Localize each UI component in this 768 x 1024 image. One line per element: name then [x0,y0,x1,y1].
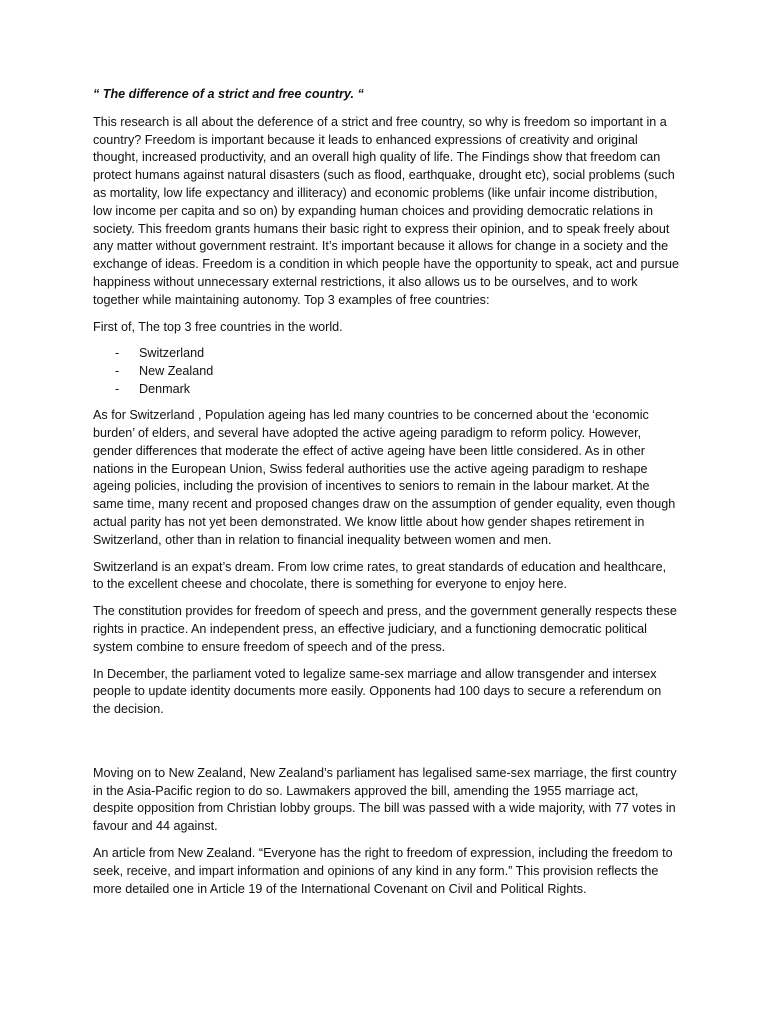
list-dash: - [115,381,120,396]
country-name: Switzerland [139,346,205,361]
new-zealand-article-paragraph: An article from New Zealand. “Everyone has the right to freedom of expression, including the freedom to seek, receive, and impart information and opinions of any kind in any form.” This provision reflects the more detailed one in Article 19 of the International Covenant on Civil and Political Rights. [93,846,673,896]
list-intro-paragraph: First of, The top 3 free countries in the world. [93,319,343,334]
document-page [93,86,679,907]
switzerland-expat-paragraph: Switzerland is an expat’s dream. From low crime rates, to great standards of education and healthcare, to the excellent cheese and chocolate, there is something for everyone to enjoy here. [93,559,667,592]
country-name: Denmark [139,381,191,396]
country-name: New Zealand [139,363,214,378]
list-dash: - [115,346,120,361]
document-title: “ The difference of a strict and free country. “ [93,87,364,101]
list-dash: - [115,363,120,378]
switzerland-constitution-paragraph: The constitution provides for freedom of speech and press, and the government generally respects these rights in practice. An independent press, an effective judiciary, and a functioning democratic political system combine to ensure freedom of speech and of the press. [93,604,677,654]
list-item [93,363,679,381]
section-spacer [93,728,679,765]
intro-paragraph: This research is all about the deference of a strict and free country, so why is freedom so important in a country? Freedom is important because it leads to enhanced expressions of creativity and original thought, increased productivity, and an overall high quality of life. The Findings show that freedom can protect humans against natural disasters (such as flood, earthquake, drought etc), social problems (such as mortality, low life expectancy and illiteracy) and economic problems (like unfair income distribution, low income per capita and so on) by expanding human choices and providing democratic relations in society. This freedom grants humans their basic right to express their opinion, and to speak freely about any matter without government restraint. It’s important because it allows for change in a society and the exchange of ideas. Freedom is a condition in which people have the opportunity to speak, act and pursue happiness without unnecessary external restrictions, it also allows us to be ourselves, and to work together while maintaining autonomy. Top 3 examples of free countries: [93,114,679,307]
free-countries-list [93,345,679,398]
switzerland-ageing-paragraph: As for Switzerland , Population ageing has led many countries to be concerned about the ‘economic burden’ of elders, and several have adopted the active ageing paradigm to reform policy. However, gender differences that moderate the effect of active ageing have been little considered. As in other nations in the European Union, Swiss federal authorities use the active ageing paradigm to reshape ageing policies, including the provision of incentives to seniors to remain in the labour market. At the same time, many recent and proposed changes draw on the assumption of gender equality, even though actual parity has not yet been demonstrated. We know little about how gender shapes retirement in Switzerland, other than in relation to financial inequality between women and men. [93,408,676,547]
list-item [93,381,679,399]
list-item [93,345,679,363]
switzerland-december-paragraph: In December, the parliament voted to legalize same-sex marriage and allow transgender and intersex people to update identity documents more easily. Opponents had 100 days to secure a referendum on the decision. [93,666,662,717]
new-zealand-marriage-paragraph: Moving on to New Zealand, New Zealand’s parliament has legalised same-sex marriage, the first country in the Asia-Pacific region to do so. Lawmakers approved the bill, amending the 1955 marriage act, despite opposition from Christian lobby groups. The bill was passed with a wide majority, with 77 votes in favour and 44 against. [93,765,677,834]
